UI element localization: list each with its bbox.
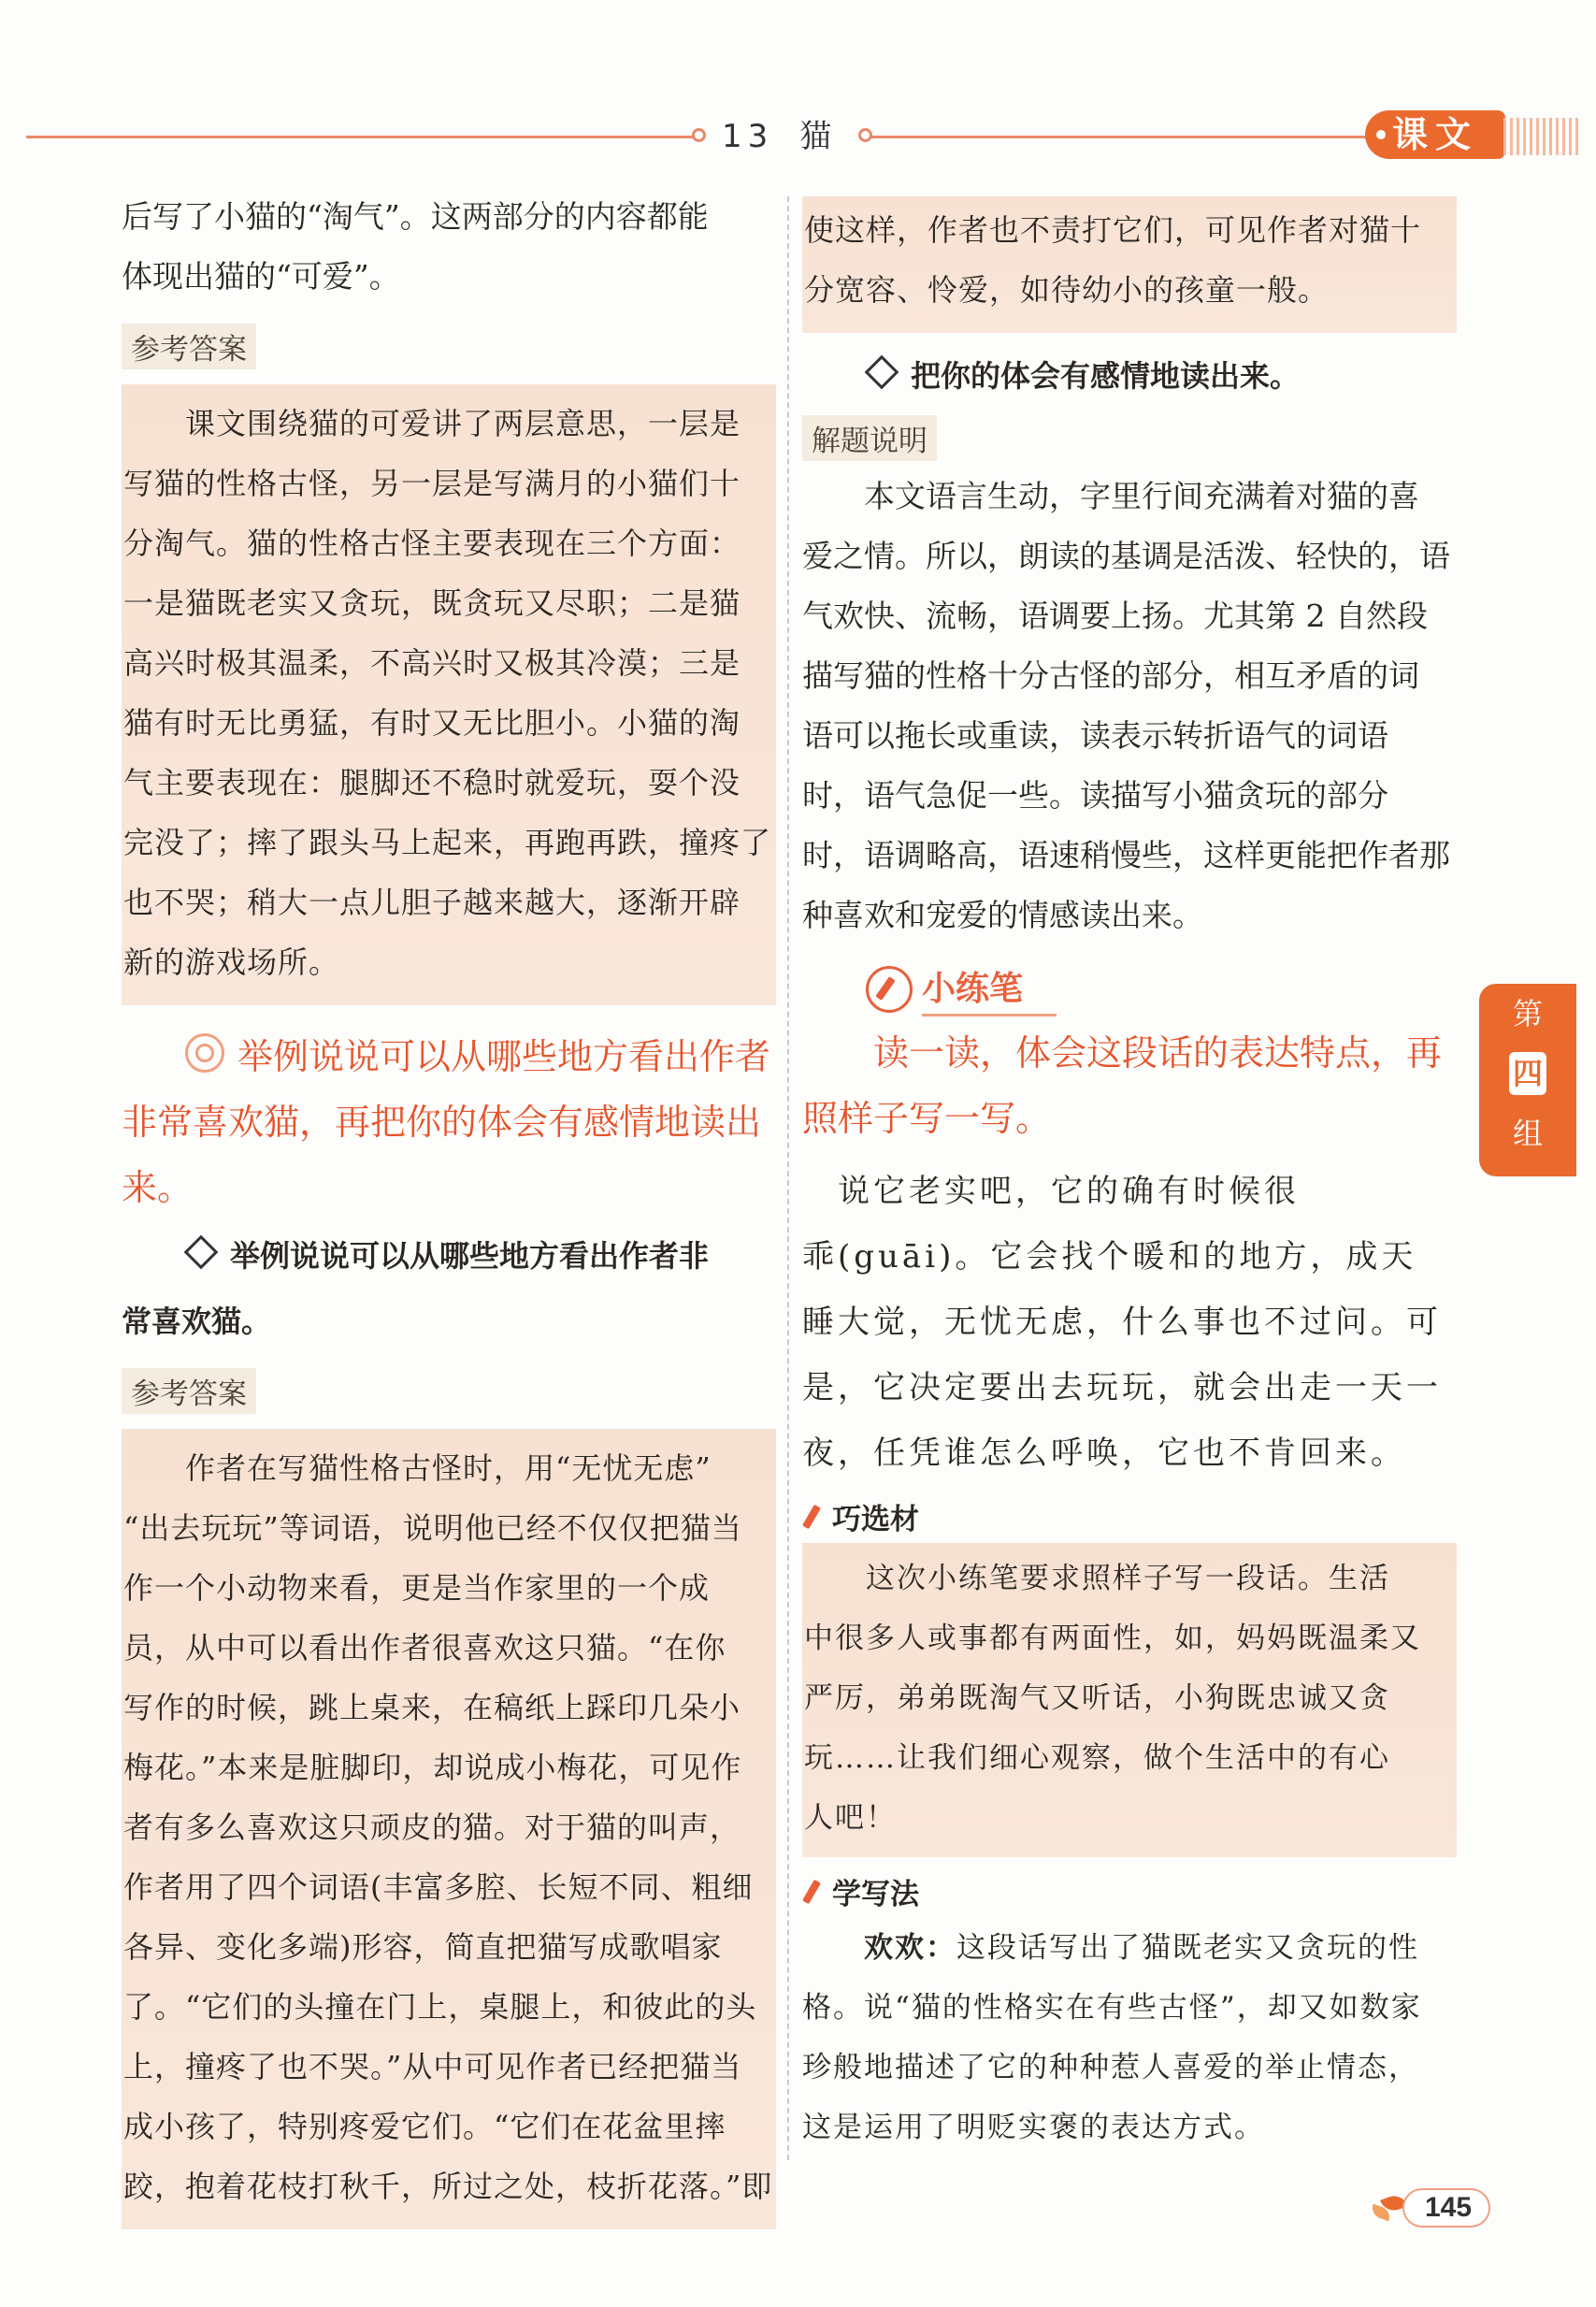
header-rule-left [26,136,697,138]
answer-line: 新的游戏场所。 [123,944,340,980]
subheading-material [802,1495,1457,1537]
answer-line: 作者在写猫性格古怪时，用“无忧无虑” [123,1450,712,1486]
subheading-method-text: 学写法 [832,1878,919,1911]
xiaolianbi-title: 小练笔 [922,962,1057,1017]
answer-line: 分淘气。猫的性格古怪主要表现在三个方面： [123,526,741,561]
sample-line: 乖(guāi)。它会找个暖和的地方，成天 [802,1238,1417,1276]
answer-line: 气主要表现在：腿脚还不稳时就爱玩，耍个没 [123,765,741,800]
explain-line: 时，语气急促一些。读描写小猫贪玩的部分 [802,777,1388,814]
method-text [802,1918,1457,2157]
answer-line: 高兴时极其温柔，不高兴时又极其冷漠；三是 [123,645,741,681]
bold-question [122,1226,776,1286]
sample-passage [802,1159,1457,1486]
material-line: 玩……让我们细心观察，做个生活中的有心 [804,1741,1390,1775]
bold-question [802,346,1457,406]
subheading-method [802,1870,1457,1912]
header-dot-left [692,128,706,142]
explain-line: 本文语言生动，字里行间充满着对猫的喜 [802,478,1419,514]
explain-tag: 解题说明 [802,415,937,461]
swirl-icon [185,1033,224,1073]
answer-line: 员，从中可以看出作者很喜欢这只猫。“在你 [123,1630,726,1665]
answer-line: 猫有时无比勇猛，有时又无比胆小。小猫的淘 [123,705,741,741]
xiaolianbi-heading [866,962,1457,1017]
explain-line: 时，语调略高，语速稍慢些，这样更能把作者那 [802,837,1450,873]
explain-line: 种喜欢和宠爱的情感读出来。 [802,897,1203,933]
answer-tag: 参考答案 [122,1368,256,1414]
method-line: 这是运用了明贬实褒的表达方式。 [802,2111,1265,2144]
lesson-title: 猫 [799,118,838,155]
sample-line: 夜，任凭谁怎么呼唤，它也不肯回来。 [802,1435,1406,1472]
material-line: 中很多人或事都有两面性，如，妈妈既温柔又 [804,1622,1421,1655]
explain-line: 气欢快、流畅，语调要上扬。尤其第 2 自然段 [802,598,1428,634]
answer-line: “出去玩玩”等词语，说明他已经不仅仅把猫当 [123,1510,742,1546]
header-rule-right [870,136,1371,138]
side-tab-bottom: 组 [1512,1116,1543,1151]
unit-side-tab [1479,984,1576,1176]
answer-line: 写猫的性格古怪，另一层是写满月的小猫们十 [123,466,741,501]
answer-line: 了。“它们的头撞在门上，桌腿上，和彼此的头 [123,1989,757,2025]
bold-question-text: 把你的体会有感情地读出来。 [911,358,1301,394]
answer-line: 使这样，作者也不责打它们，可见作者对猫十 [804,212,1422,248]
answer-box-1 [122,384,776,1005]
answer-line: 分宽容、怜爱，如待幼小的孩童一般。 [804,272,1330,308]
method-line: 格。说“猫的性格实在有些古怪”，却又如数家 [802,1991,1422,2025]
sample-line: 说它老实吧，它的确有时候很 [802,1173,1300,1210]
bold-question-line-2: 常喜欢猫。 [122,1304,272,1339]
xiaolianbi-prompt: 读一读，体会这段话的表达特点，再照样子写一写。 [802,1032,1443,1139]
answer-line: 跤，抱着花枝打秋千，所过之处，枝折花落。”即 [123,2169,773,2204]
answer-line: 上，撞疼了也不哭。”从中可见作者已经把猫当 [123,2049,742,2084]
side-tab-number: 四 [1509,1052,1546,1095]
explain-line: 描写猫的性格十分古怪的部分，相互矛盾的词 [802,657,1419,694]
answer-line: 一是猫既老实又贪玩，既贪玩又尽职；二是猫 [123,585,741,621]
side-tab-top: 第 [1512,996,1543,1031]
header-hatch-decoration [1503,118,1580,155]
column-divider [787,196,789,2160]
intro-line-1: 后写了小猫的“淘气”。这两部分的内容都能 [122,198,709,235]
answer-line: 完没了；摔了跟头马上起来，再跑再跌，撞疼了 [123,825,772,860]
diamond-icon [184,1235,219,1270]
answer-line: 各异、变化多端)形容，简直把猫写成歌唱家 [123,1929,723,1965]
subheading-material-text: 巧选材 [832,1503,919,1536]
answer-line: 作一个小动物来看，更是当作家里的一个成 [123,1570,711,1606]
lesson-number: 13 [722,118,774,155]
left-column [122,187,776,2229]
explain-line: 爱之情。所以，朗读的基调是活泼、轻快的，语 [802,538,1450,574]
red-question [122,1024,776,1220]
page-number: 145 [1402,2188,1490,2228]
answer-line: 成小孩了，特别疼爱它们。“它们在花盆里摔 [123,2109,726,2144]
answer-line: 写作的时候，跳上桌来，在稿纸上踩印几朵小 [123,1690,741,1725]
diamond-icon [865,355,899,390]
explain-line: 语可以拖长或重读，读表示转折语气的词语 [802,717,1388,754]
pencil-icon [802,1504,821,1529]
answer-line: 也不哭；稍大一点儿胆子越来越大，逐渐开辟 [123,885,741,920]
material-box [802,1543,1457,1857]
intro-line-2: 体现出猫的“可爱”。 [122,258,400,295]
answer-line: 课文围绕猫的可爱讲了两层意思，一层是 [123,406,741,441]
speaker-label: 欢欢： [864,1931,956,1965]
right-column [802,196,1457,2157]
sample-line: 睡大觉，无忧无虑，什么事也不过问。可 [802,1304,1442,1341]
section-badge: 课文 [1365,110,1505,159]
bold-question-line-1: 举例说说可以从哪些地方看出作者非 [230,1238,710,1274]
answer-box-continued [802,196,1457,333]
answer-line: 者有多么喜欢这只顽皮的猫。对于猫的叫声， [123,1810,741,1845]
pen-circle-icon [866,966,913,1013]
material-line: 人吧！ [804,1801,897,1835]
material-line: 这次小练笔要求照样子写一段话。生活 [804,1562,1390,1595]
answer-line: 作者用了四个词语(丰富多腔、长短不同、粗细 [123,1869,754,1905]
red-question-text: 举例说说可以从哪些地方看出作者非常喜欢猫，再把你的体会有感情地读出来。 [122,1036,771,1208]
answer-tag: 参考答案 [122,324,256,369]
material-line: 严厉，弟弟既淘气又听话，小狗既忠诚又贪 [804,1681,1390,1715]
method-line-first [802,1918,1457,1978]
method-line: 珍般地描述了它的种种惹人喜爱的举止情态， [802,2051,1419,2084]
sample-line: 是，它决定要出去玩玩，就会出走一天一 [802,1369,1442,1406]
pencil-icon [802,1879,821,1904]
answer-line: 梅花。”本来是脏脚印，却说成小梅花，可见作 [123,1750,742,1785]
answer-box-2 [122,1429,776,2229]
header-lesson [722,110,863,156]
method-first-text: 这段话写出了猫既老实又贪玩的性 [956,1931,1419,1965]
